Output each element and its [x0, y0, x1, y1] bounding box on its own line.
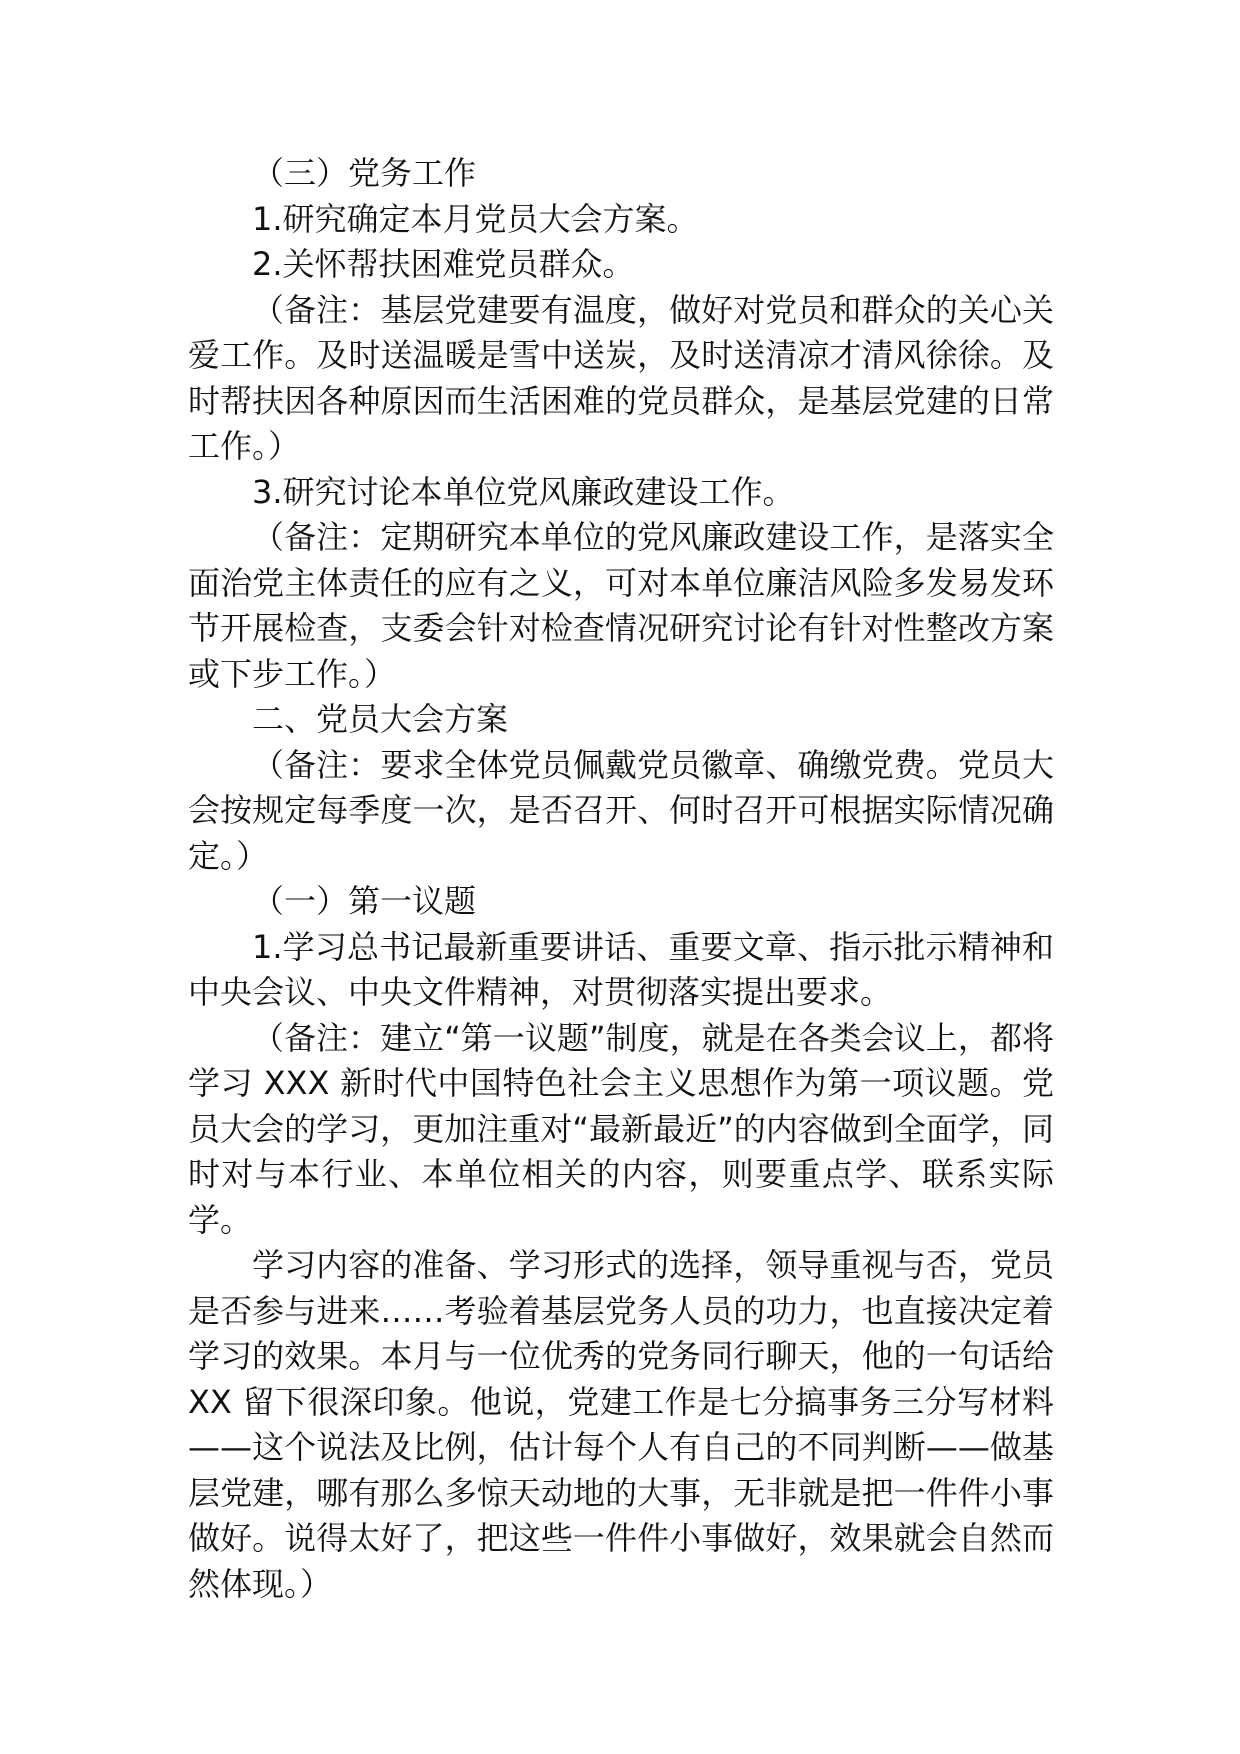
list-item-3: 3.研究讨论本单位党风廉政建设工作。: [252, 472, 795, 511]
remark-paragraph: （备注：建立“第一议题”制度，就是在各类会议上，都将学习 XXX 新时代中国特色社会主义思想作为第一项议题。党员大会的学习，更加注重对“最新最近”的内容做到全面学，同时对与本行业、本单位相关的内容，则要重点学、联系实际学。: [188, 1018, 1054, 1239]
remark-paragraph: （备注：基层党建要有温度，做好对党员和群众的关心关爱工作。及时送温暖是雪中送炭，及时送清凉才清风徐徐。及时帮扶因各种原因而生活困难的党员群众，是基层党建的日常工作。）: [188, 290, 1054, 465]
remark-paragraph: （备注：定期研究本单位的党风廉政建设工作，是落实全面治党主体责任的应有之义，可对本单位廉洁风险多发易发环节开展检查，支委会针对检查情况研究讨论有针对性整改方案或下步工作。）: [188, 518, 1054, 693]
body-paragraph: 学习内容的准备、学习形式的选择，领导重视与否，党员是否参与进来……考验着基层党务人员的功力，也直接决定着学习的效果。本月与一位优秀的党务同行聊天，他的一句话给 XX 留下很深印象。他说，党建工作是七分搞事务三分写材料——这个说法及比例，估计每个人有自己的不同判断——做基层党建，哪有那么多惊天动地的大事，无非就是把一件件小事做好。说得太好了，把这些一件件小事做好，效果就会自然而然体现。）: [188, 1246, 1054, 1603]
remark-paragraph: （备注：要求全体党员佩戴党员徽章、确缴党费。党员大会按规定每季度一次，是否召开、何时召开可根据实际情况确定。）: [188, 745, 1054, 875]
section-heading-party-affairs: （三）党务工作: [252, 154, 477, 192]
list-item-2: 2.关怀帮扶困难党员群众。: [252, 245, 635, 283]
list-item-1: 1.学习总书记最新重要讲话、重要文章、指示批示精神和中央会议、中央文件精神，对贯彻落实提出要求。: [188, 927, 1054, 1011]
subsection-heading-first-topic: （一）第一议题: [252, 882, 477, 920]
document-body: [188, 151, 1054, 1607]
section-heading-members-meeting: 二、党员大会方案: [252, 700, 509, 738]
list-item-1: 1.研究确定本月党员大会方案。: [252, 199, 699, 238]
